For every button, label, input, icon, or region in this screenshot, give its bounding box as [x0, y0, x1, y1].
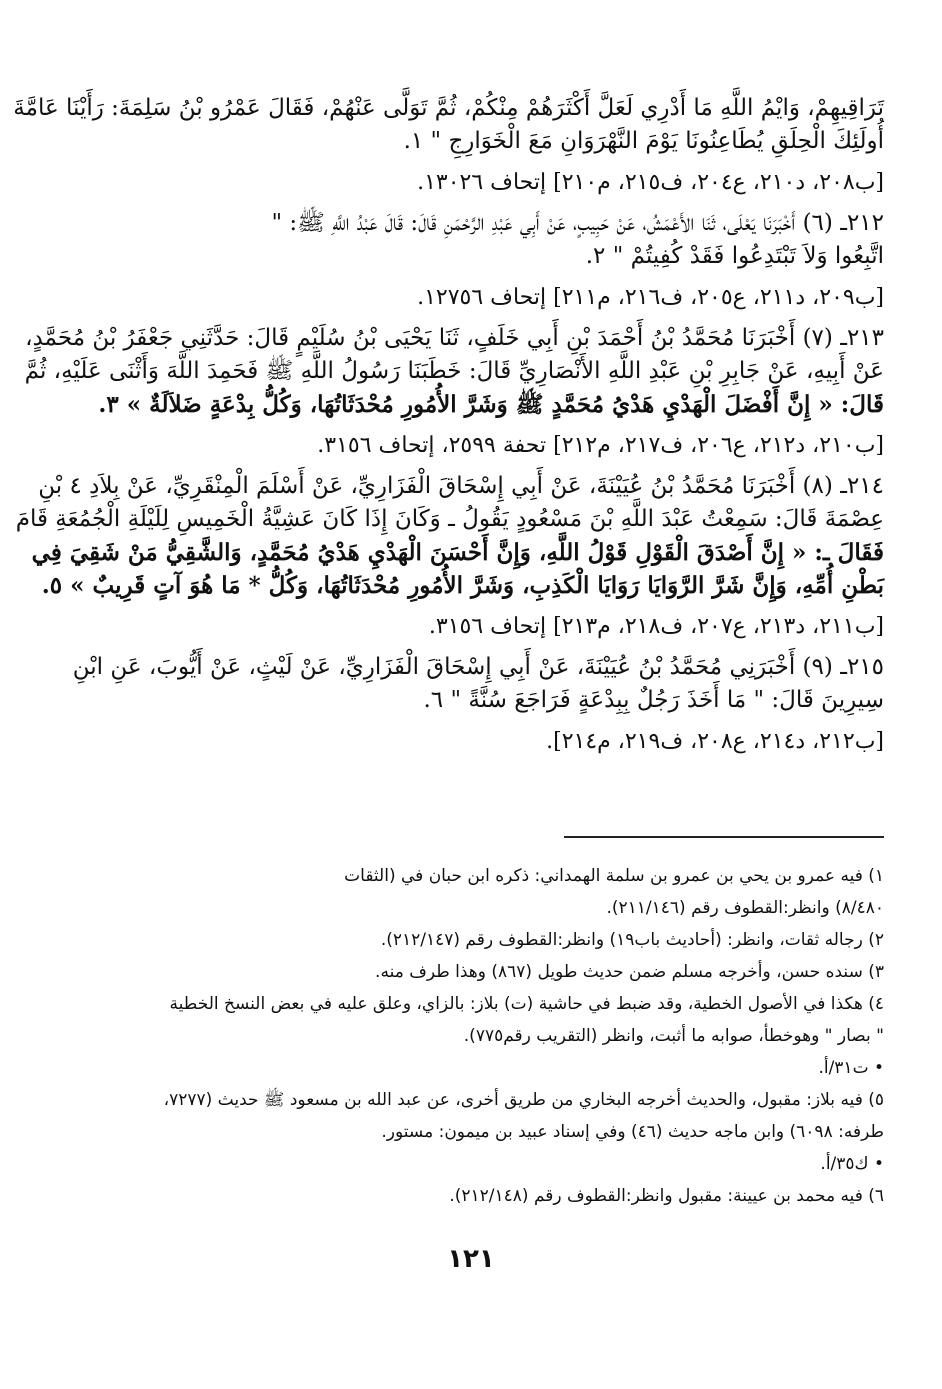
text-line: اتَّبِعُوا وَلاَ تَبْتَدِعُوا فَقَدْ كُفِيتُمْ " ٢. [585, 243, 884, 269]
footnote-line: ٣) سنده حسن، وأخرجه مسلم ضمن حديث طويل (٨٦٧) وهذا طرف منه. [375, 962, 884, 982]
footnote-line: • ك٣٥/أ. [820, 1154, 884, 1174]
text-line: عِصْمَةَ قَالَ: سَمِعْتُ عَبْدَ اللَّهِ بْنَ مَسْعُودٍ يَقُولُ ـ وَكَانَ إِذَا كَانَ عَشِيَّةُ الْخَمِيسِ لِلَيْلَةِ الْجُمُعَةِ قَامَ [15, 506, 884, 532]
text-line: تَرَاقِيهِمْ، وَايْمُ اللَّهِ مَا أَدْرِي لَعَلَّ أَكْثَرَهُمْ مِنْكُمْ، ثُمَّ تَوَلَّى عَنْهُمْ، فَقَالَ عَمْرُو بْنُ سَلِمَةَ: رَأَيْنَا عَامَّةَ [13, 95, 884, 121]
text-line: قَالَ: « إِنَّ أَفْضَلَ الْهَدْيِ هَدْيُ مُحَمَّدٍ ﷺ وَشَرَّ الأُمُورِ مُحْدَثَاتُهَا، وَكُلُّ بِدْعَةٍ ضَلاَلَةٌ » ٣. [98, 391, 884, 418]
footnote-line: • ت٣١/أ. [818, 1058, 884, 1078]
footnote-line: ٤) هكذا في الأصول الخطية، وقد ضبط في حاشية (ت) بلاز: بالزاي، وعلق عليه في بعض النسخ الخطية [169, 994, 884, 1014]
footnote-line: طرفه: ٦٠٩٨) وابن ماجه حديث (٤٦) وفي إسناد عبيد بن ميمون: مستور. [381, 1122, 884, 1142]
reference-line: [ب٢١٠، د٢١٢، ع٢٠٦، ف٢١٧، م٢١٢] تحفة ٢٥٩٩، إتحاف ٣١٥٦. [317, 433, 884, 458]
reference-line: [ب٢٠٩، د٢١١، ع٢٠٥، ف٢١٦، م٢١١] إتحاف ١٢٧٥٦. [417, 285, 884, 310]
footnote-line: ٦) فيه محمد بن عيينة: مقبول وانظر:القطوف رقم (٢١٢/١٤٨). [449, 1186, 884, 1206]
hadith-215-line: ٢١٥ـ (٩) أَخْبَرَنِي مُحَمَّدُ بْنُ عُيَيْنَةَ، عَنْ أَبِي إِسْحَاقَ الْفَزَارِيِّ، عَنْ لَيْثٍ، عَنْ أَيُّوبَ، عَنِ ابْنِ [72, 654, 884, 680]
hadith-214-line: ٢١٤ـ (٨) أَخْبَرَنَا مُحَمَّدُ بْنُ عُيَيْنَةَ، عَنْ أَبِي إِسْحَاقَ الْفَزَارِيِّ، عَنْ أَسْلَمَ الْمِنْقَرِيِّ، عَنْ بِلاَدِ ٤ بْنِ [38, 473, 884, 499]
footnote-separator [564, 836, 884, 838]
reference-line: [ب٢١٢، د٢١٤، ع٢٠٨، ف٢١٩، م٢١٤]. [546, 729, 884, 754]
footnote-line: ١) فيه عمرو بن يحي بن عمرو بن سلمة الهمداني: ذكره ابن حبان في (الثقات [344, 866, 884, 886]
text-line: عَنْ أَبِيهِ، عَنْ جَابِرِ بْنِ عَبْدِ اللَّهِ الأَنْصَارِيِّ قَالَ: خَطَبَنَا رَسُولُ اللَّهِ ﷺ فَحَمِدَ اللَّهَ وَأَثْنَى عَلَيْهِ، ثُمَّ [24, 358, 884, 384]
reference-line: [ب٢١١، د٢١٣، ع٢٠٧، ف٢١٨، م٢١٣] إتحاف ٣١٥٦. [428, 614, 884, 639]
footnotes [58, 860, 884, 1212]
text-line: بَطْنِ أُمِّهِ، وَإِنَّ شَرَّ الرَّوَايَا رَوَايَا الْكَذِبِ، وَشَرَّ الأُمُورِ مُحْدَثَاتُهَا، وَكُلُّ * مَا هُوَ آتٍ قَرِيبٌ » ٥. [41, 572, 884, 599]
footnote-line: ٥) فيه بلاز: مقبول، والحديث أخرجه البخاري من طريق أخرى، عن عبد الله بن مسعود ﷺ حديث (٧٢٧٧، [163, 1090, 884, 1110]
text-line: سِيرِينَ قَالَ: " مَا أَخَذَ رَجُلٌ بِبِدْعَةٍ فَرَاجَعَ سُنَّةً " ٦. [423, 687, 884, 713]
hadith-212-line: ٢١٢ـ (٦) أَخْبَرَنَا يَعْلَى، ثَنَا الأَعْمَشُ، عَنْ حَبِيبٍ، عَنْ أَبِي عَبْدِ الرَّحْمَنِ قَالَ: قَالَ عَبْدُ اللَّهِ ﷺ: " [271, 210, 884, 236]
hadith-213-line: ٢١٣ـ (٧) أَخْبَرَنَا مُحَمَّدُ بْنُ أَحْمَدَ بْنِ أَبِي خَلَفٍ، ثَنَا يَحْيَى بْنُ سُلَيْمٍ قَالَ: حَدَّثَنِي جَعْفَرُ بْنُ مُحَمَّدٍ، [25, 325, 884, 351]
footnote-line: ٢) رجاله ثقات، وانظر: (أحاديث باب١٩) وانظر:القطوف رقم (٢١٢/١٤٧). [380, 930, 884, 950]
footnote-line: ٨/٤٨٠) وانظر:القطوف رقم (٢١١/١٤٦). [606, 898, 884, 918]
page-number: ١٢١ [447, 1244, 495, 1274]
footnote-line: " بصار " وهوخطأ، صوابه ما أثبت، وانظر (التقريب رقم٧٧٥). [463, 1026, 884, 1046]
reference-line: [ب٢٠٨، د٢١٠، ع٢٠٤، ف٢١٥، م٢١٠] إتحاف ١٣٠٢٦. [417, 170, 884, 195]
text-line: أُولَئِكَ الْحِلَقِ يُطَاعِنُونَا يَوْمَ النَّهْرَوَانِ مَعَ الْخَوَارِجِ " ١. [403, 128, 884, 154]
text-line: فَقَالَ ـ: « إِنَّ أَصْدَقَ الْقَوْلِ قَوْلُ اللَّهِ، وَإِنَّ أَحْسَنَ الْهَدْيِ هَدْيُ مُحَمَّدٍ، وَالشَّقِيُّ مَنْ شَقِيَ فِي [31, 539, 884, 566]
